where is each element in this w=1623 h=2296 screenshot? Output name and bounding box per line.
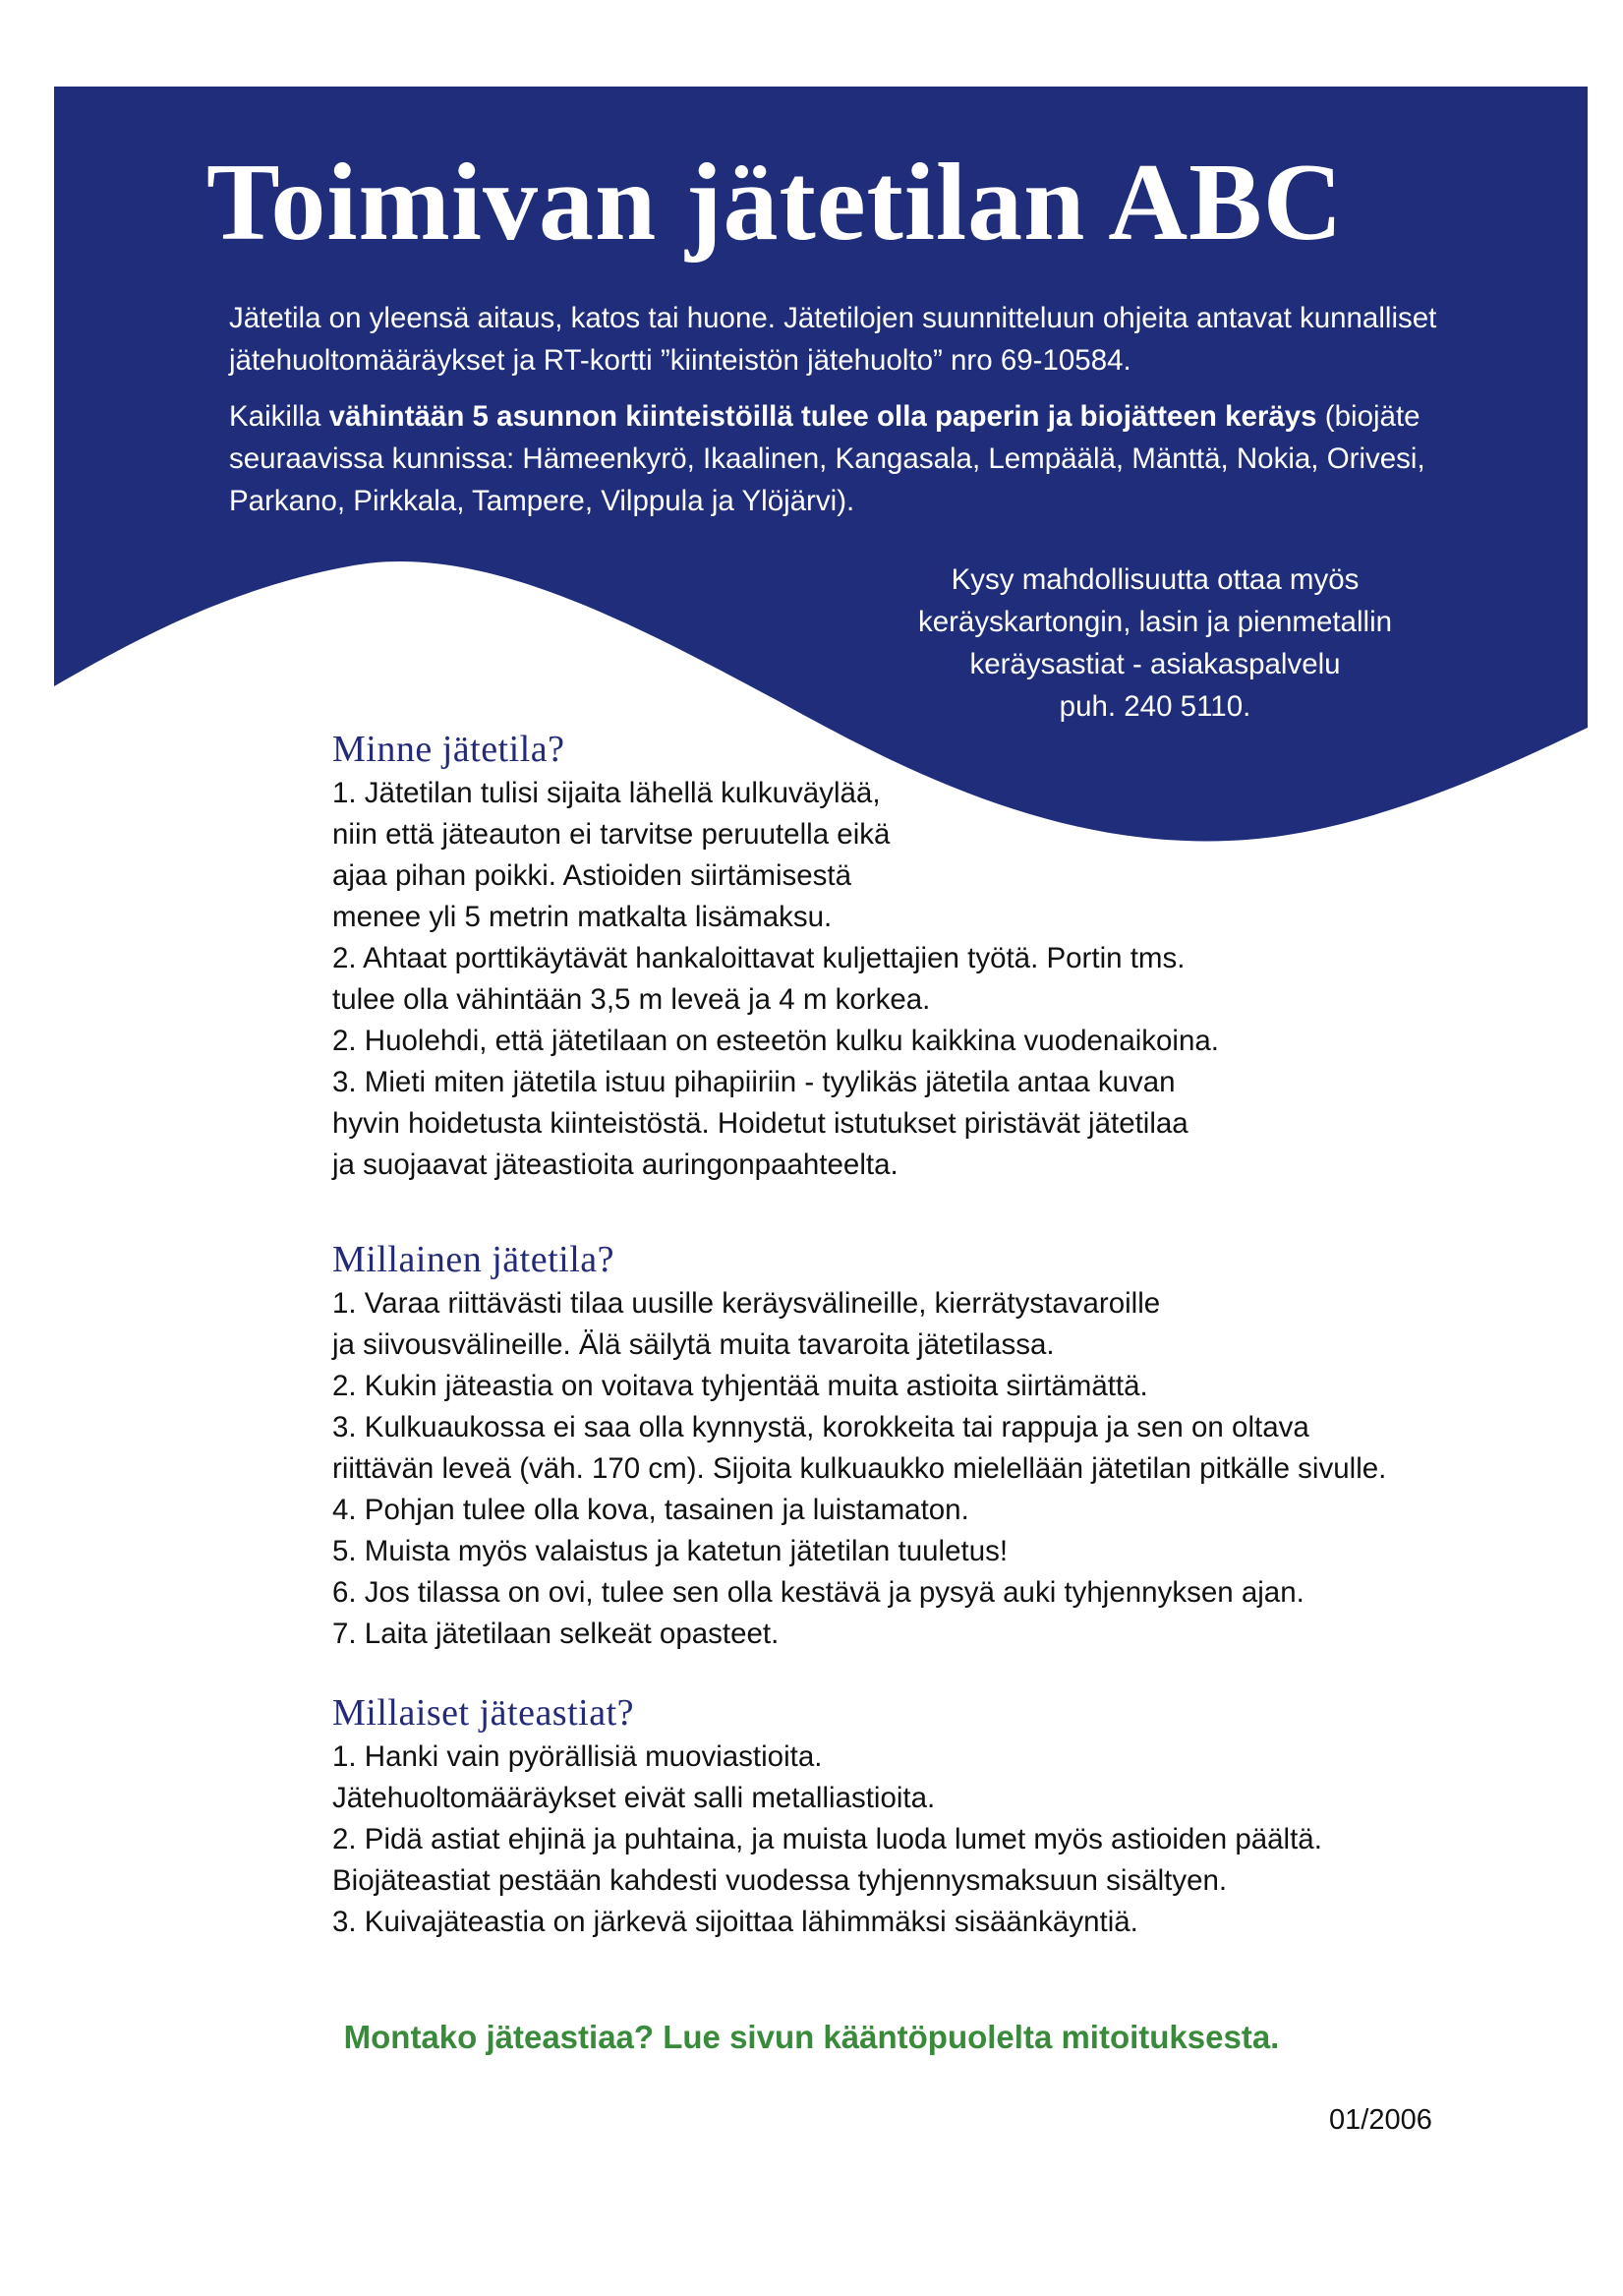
document-date: 01/2006 xyxy=(1329,2104,1432,2136)
section-line: 2. Ahtaat porttikäytävät hankaloittavat kuljettajien työtä. Portin tms. xyxy=(332,942,1186,974)
section-line: ja siivousvälineille. Älä säilytä muita tavaroita jätetilassa. xyxy=(332,1328,1055,1361)
intro-block xyxy=(229,297,1448,522)
intro-emphasis: vähintään 5 asunnon kiinteistöillä tulee olla paperin ja biojätteen keräys xyxy=(328,400,1317,433)
intro-text-end: (biojäte seuraavissa kunnissa: Hämeenkyrö, Ikaalinen, Kangasala, Lempäälä, Mänttä, Nokia, Orivesi, Parkano, Pirkkala, Tampere, Vilppula ja Ylöjärvi). xyxy=(229,400,1425,517)
section-line: ajaa pihan poikki. Astioiden siirtämisestä xyxy=(332,859,852,892)
section-line: 7. Laita jätetilaan selkeät opasteet. xyxy=(332,1618,780,1650)
section-line: 5. Muista myös valaistus ja katetun jätetilan tuuletus! xyxy=(332,1535,1009,1567)
footer-note: Montako jäteastiaa? Lue sivun kääntöpuolelta mitoituksesta. xyxy=(343,2019,1280,2055)
section-line: Jätehuoltomääräykset eivät salli metalliastioita. xyxy=(332,1782,936,1814)
section-line: riittävän leveä (väh. 170 cm). Sijoita kulkuaukko mielellään jätetilan pitkälle sivulle. xyxy=(332,1452,1387,1485)
section-line: hyvin hoidetusta kiinteistöstä. Hoidetut istutukset piristävät jätetilaa xyxy=(332,1107,1188,1140)
contact-phone: puh. 240 5110. xyxy=(1059,690,1251,723)
page-title: Toimivan jätetilan ABC xyxy=(206,142,1344,264)
section-line: 2. Huolehdi, että jätetilaan on esteetön kulku kaikkina vuodenaikoina. xyxy=(332,1025,1219,1057)
section-line: menee yli 5 metrin matkalta lisämaksu. xyxy=(332,901,833,933)
section-minne-jatetila xyxy=(332,726,1532,1186)
section-line: 1. Jätetilan tulisi sijaita lähellä kulkuväylää, xyxy=(332,777,881,809)
section-heading: Millaiset jäteastiat? xyxy=(332,1692,635,1734)
section-heading: Millainen jätetila? xyxy=(332,1239,615,1280)
contact-line: Kysy mahdollisuutta ottaa myös xyxy=(951,563,1360,596)
section-line: 3. Mieti miten jätetila istuu pihapiiriin - tyylikäs jätetila antaa kuvan xyxy=(332,1066,1176,1098)
section-line: 6. Jos tilassa on ovi, tulee sen olla kestävä ja pysyä auki tyhjennyksen ajan. xyxy=(332,1576,1304,1609)
section-line: 1. Varaa riittävästi tilaa uusille keräysvälineille, kierrätystavaroille xyxy=(332,1287,1161,1320)
intro-paragraph-2 xyxy=(229,395,1448,522)
contact-line: keräyskartongin, lasin ja pienmetallin xyxy=(917,606,1393,638)
section-millaiset-jateastiat xyxy=(332,1689,1532,1943)
section-line: 4. Pohjan tulee olla kova, tasainen ja luistamaton. xyxy=(332,1494,969,1526)
section-line: ja suojaavat jäteastioita auringonpaahteelta. xyxy=(332,1148,898,1181)
contact-line: keräysastiat - asiakaspalvelu xyxy=(969,648,1341,680)
section-heading: Minne jätetila? xyxy=(332,729,565,770)
intro-paragraph-1: Jätetila on yleensä aitaus, katos tai huone. Jätetilojen suunnitteluun ohjeita antavat kunnalliset jätehuoltomääräykset ja RT-kortti ”kiinteistön jätehuolto” nro 69-10584. xyxy=(229,302,1437,377)
intro-text-start: Kaikilla xyxy=(229,400,329,433)
section-line: niin että jäteauton ei tarvitse peruutella eikä xyxy=(332,818,891,851)
section-millainen-jatetila xyxy=(332,1236,1532,1655)
section-line: 3. Kuivajäteastia on järkevä sijoittaa lähimmäksi sisäänkäyntiä. xyxy=(332,1906,1138,1938)
section-line: 1. Hanki vain pyörällisiä muoviastioita. xyxy=(332,1740,823,1773)
section-line: 3. Kulkuaukossa ei saa olla kynnystä, korokkeita tai rappuja ja sen on oltava xyxy=(332,1411,1309,1443)
section-line: 2. Pidä astiat ehjinä ja puhtaina, ja muista luoda lumet myös astioiden päältä. xyxy=(332,1823,1322,1855)
section-line: Biojäteastiat pestään kahdesti vuodessa tyhjennysmaksuun sisältyen. xyxy=(332,1864,1228,1897)
section-line: tulee olla vähintään 3,5 m leveä ja 4 m korkea. xyxy=(332,983,931,1016)
contact-note xyxy=(885,559,1425,728)
section-line: 2. Kukin jäteastia on voitava tyhjentää muita astioita siirtämättä. xyxy=(332,1370,1148,1402)
